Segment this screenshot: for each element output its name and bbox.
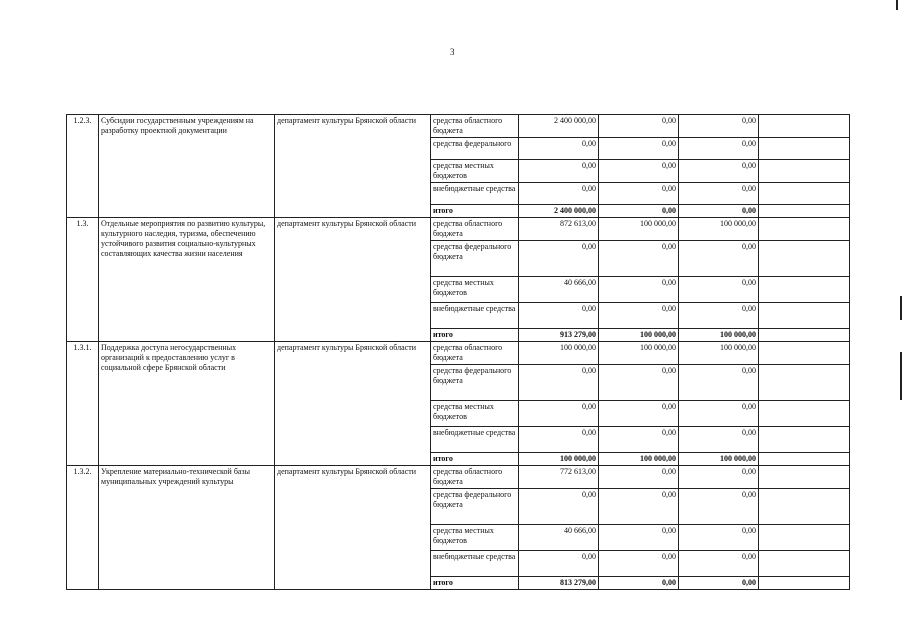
empty-cell	[759, 329, 850, 342]
funding-source: итого	[431, 205, 519, 218]
amount-2: 100 000,00	[599, 342, 679, 365]
funding-source: итого	[431, 453, 519, 466]
empty-cell	[759, 577, 850, 590]
amount-1: 813 279,00	[519, 577, 599, 590]
page-number: 3	[450, 47, 455, 57]
amount-3: 0,00	[679, 489, 759, 525]
empty-cell	[759, 453, 850, 466]
funding-source: внебюджетные средства	[431, 427, 519, 453]
funding-source: средства местных бюджетов	[431, 277, 519, 303]
amount-1: 0,00	[519, 551, 599, 577]
amount-2: 0,00	[599, 205, 679, 218]
amount-2: 0,00	[599, 365, 679, 401]
amount-1: 0,00	[519, 489, 599, 525]
table-row	[67, 466, 850, 489]
budget-table	[66, 114, 850, 590]
executor: департамент культуры Брянской области	[275, 218, 431, 342]
amount-1: 0,00	[519, 365, 599, 401]
funding-source: средства федерального бюджета	[431, 241, 519, 277]
empty-cell	[759, 277, 850, 303]
amount-3: 100 000,00	[679, 329, 759, 342]
funding-source: средства областного бюджета	[431, 218, 519, 241]
amount-1: 0,00	[519, 160, 599, 183]
amount-1: 100 000,00	[519, 453, 599, 466]
amount-2: 0,00	[599, 277, 679, 303]
item-name: Укрепление материально-технической базы муниципальных учреждений культуры	[99, 466, 275, 590]
amount-3: 100 000,00	[679, 218, 759, 241]
amount-1: 0,00	[519, 427, 599, 453]
amount-3: 0,00	[679, 160, 759, 183]
item-number: 1.3.2.	[67, 466, 99, 590]
table-row	[67, 218, 850, 241]
empty-cell	[759, 205, 850, 218]
amount-3: 0,00	[679, 525, 759, 551]
amount-3: 0,00	[679, 551, 759, 577]
executor: департамент культуры Брянской области	[275, 115, 431, 218]
empty-cell	[759, 365, 850, 401]
empty-cell	[759, 218, 850, 241]
amount-2: 0,00	[599, 466, 679, 489]
amount-1: 872 613,00	[519, 218, 599, 241]
amount-1: 0,00	[519, 303, 599, 329]
amount-3: 0,00	[679, 365, 759, 401]
item-name: Субсидии государственным учреждениям на разработку проектной документации	[99, 115, 275, 218]
amount-2: 0,00	[599, 138, 679, 160]
funding-source: средства федерального бюджета	[431, 489, 519, 525]
amount-2: 0,00	[599, 427, 679, 453]
funding-source: внебюджетные средства	[431, 551, 519, 577]
amount-2: 0,00	[599, 241, 679, 277]
empty-cell	[759, 241, 850, 277]
funding-source: средства местных бюджетов	[431, 160, 519, 183]
empty-cell	[759, 183, 850, 205]
funding-source: средства местных бюджетов	[431, 525, 519, 551]
amount-2: 0,00	[599, 551, 679, 577]
amount-3: 0,00	[679, 577, 759, 590]
scan-edge-mark	[900, 296, 902, 320]
amount-2: 0,00	[599, 115, 679, 138]
amount-2: 0,00	[599, 489, 679, 525]
amount-2: 100 000,00	[599, 453, 679, 466]
amount-1: 100 000,00	[519, 342, 599, 365]
scan-edge-mark	[900, 352, 902, 400]
amount-3: 0,00	[679, 466, 759, 489]
amount-1: 913 279,00	[519, 329, 599, 342]
amount-3: 0,00	[679, 303, 759, 329]
amount-2: 0,00	[599, 577, 679, 590]
amount-3: 0,00	[679, 115, 759, 138]
amount-3: 0,00	[679, 427, 759, 453]
amount-3: 0,00	[679, 138, 759, 160]
funding-source: средства областного бюджета	[431, 466, 519, 489]
executor: департамент культуры Брянской области	[275, 466, 431, 590]
funding-source: средства федерального бюджета	[431, 365, 519, 401]
amount-1: 40 666,00	[519, 277, 599, 303]
amount-2: 0,00	[599, 401, 679, 427]
empty-cell	[759, 551, 850, 577]
amount-2: 100 000,00	[599, 329, 679, 342]
amount-3: 100 000,00	[679, 342, 759, 365]
amount-3: 0,00	[679, 205, 759, 218]
item-number: 1.2.3.	[67, 115, 99, 218]
empty-cell	[759, 466, 850, 489]
item-number: 1.3.	[67, 218, 99, 342]
item-number: 1.3.1.	[67, 342, 99, 466]
empty-cell	[759, 401, 850, 427]
amount-1: 0,00	[519, 138, 599, 160]
executor: департамент культуры Брянской области	[275, 342, 431, 466]
amount-2: 0,00	[599, 525, 679, 551]
empty-cell	[759, 427, 850, 453]
empty-cell	[759, 138, 850, 160]
amount-3: 0,00	[679, 183, 759, 205]
amount-2: 0,00	[599, 183, 679, 205]
amount-3: 0,00	[679, 277, 759, 303]
empty-cell	[759, 303, 850, 329]
item-name: Отдельные мероприятия по развитию культуры, культурного наследия, туризма, обеспечению устойчивого развития социально-культурных составляющих качества жизни населения	[99, 218, 275, 342]
amount-1: 0,00	[519, 241, 599, 277]
table-row	[67, 115, 850, 138]
funding-source: средства местных бюджетов	[431, 401, 519, 427]
amount-3: 0,00	[679, 241, 759, 277]
amount-2: 100 000,00	[599, 218, 679, 241]
empty-cell	[759, 115, 850, 138]
empty-cell	[759, 342, 850, 365]
amount-1: 0,00	[519, 183, 599, 205]
scan-edge-mark	[896, 0, 898, 10]
table-row	[67, 342, 850, 365]
funding-source: внебюджетные средства	[431, 303, 519, 329]
item-name: Поддержка доступа негосударственных организаций к предоставлению услуг в социальной сфере Брянской области	[99, 342, 275, 466]
funding-source: внебюджетные средства	[431, 183, 519, 205]
funding-source: итого	[431, 577, 519, 590]
amount-1: 2 400 000,00	[519, 205, 599, 218]
funding-source: средства федерального	[431, 138, 519, 160]
amount-1: 40 666,00	[519, 525, 599, 551]
amount-1: 772 613,00	[519, 466, 599, 489]
empty-cell	[759, 525, 850, 551]
amount-3: 100 000,00	[679, 453, 759, 466]
amount-3: 0,00	[679, 401, 759, 427]
amount-2: 0,00	[599, 303, 679, 329]
empty-cell	[759, 160, 850, 183]
funding-source: средства областного бюджета	[431, 342, 519, 365]
amount-1: 0,00	[519, 401, 599, 427]
funding-source: итого	[431, 329, 519, 342]
empty-cell	[759, 489, 850, 525]
amount-2: 0,00	[599, 160, 679, 183]
amount-1: 2 400 000,00	[519, 115, 599, 138]
funding-source: средства областного бюджета	[431, 115, 519, 138]
